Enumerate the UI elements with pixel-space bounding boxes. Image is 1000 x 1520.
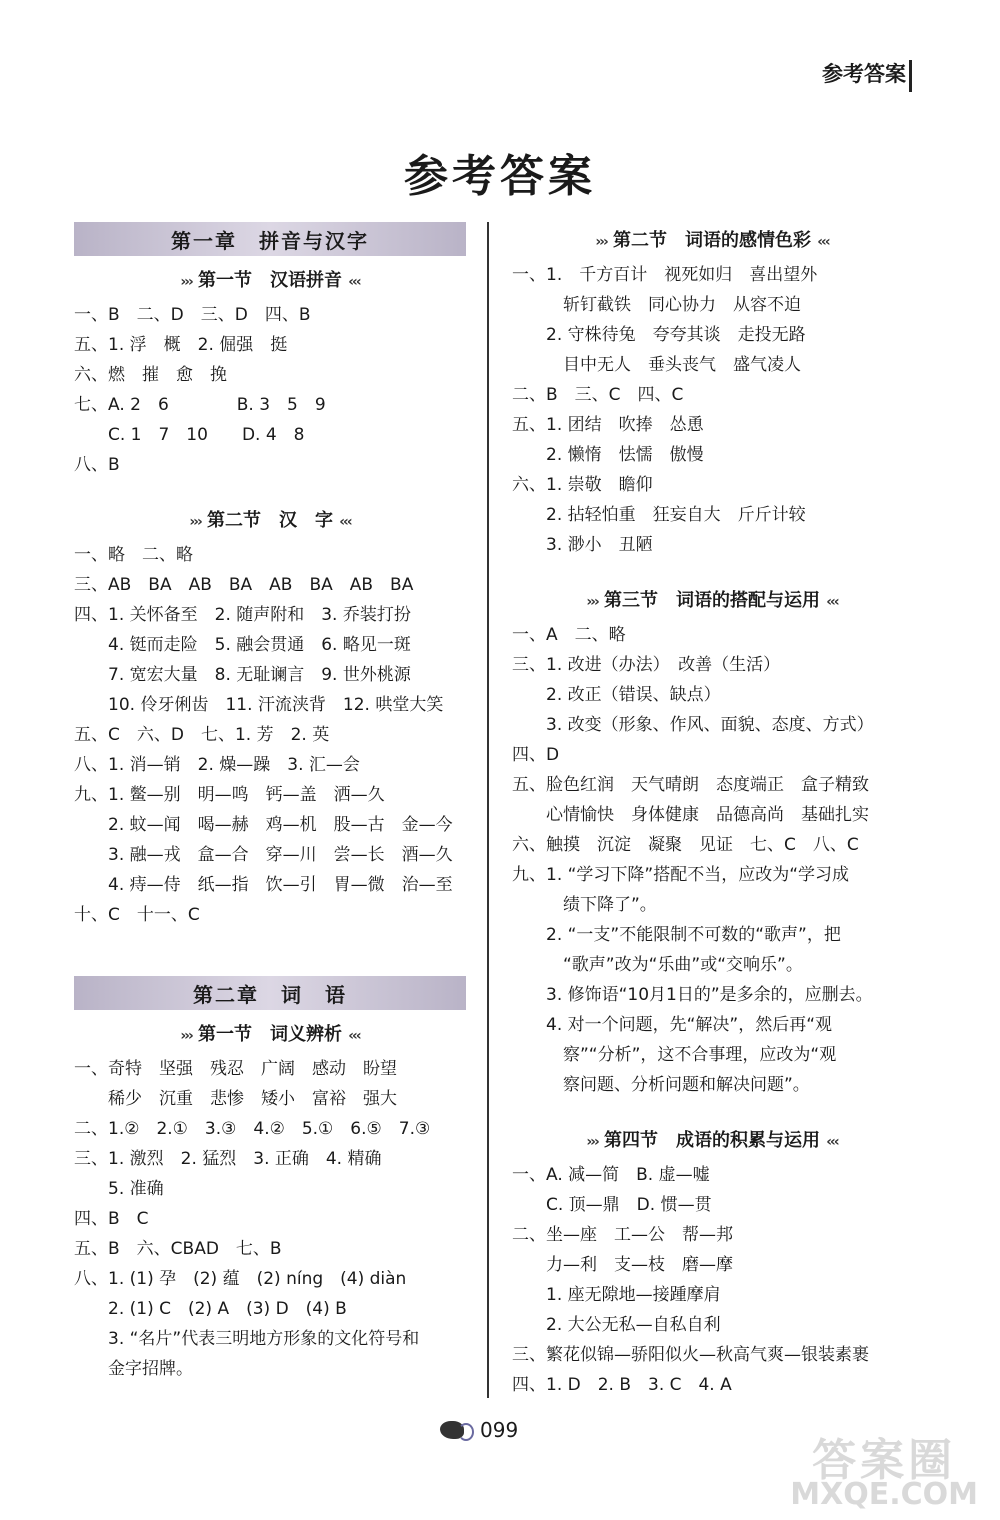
page-footer <box>440 1418 518 1442</box>
section-heading: ››› 第一节 汉语拼音 ‹‹‹ <box>180 270 360 291</box>
answer-line: 三、1. 激烈 2. 猛烈 3. 正确 4. 精确 <box>74 1149 382 1169</box>
answer-line: 3. “名片”代表三明地方形象的文化符号和 <box>74 1329 420 1349</box>
answer-line: 一、1. 千方百计 视死如归 喜出望外 <box>512 265 818 285</box>
header-bar <box>909 60 912 92</box>
answer-line: 四、1. D 2. B 3. C 4. A <box>512 1375 732 1395</box>
answer-line: 一、B 二、D 三、D 四、B <box>74 305 311 325</box>
answer-line: 4. 痔—侍 纸—指 饮—引 胃—微 治—至 <box>74 875 453 895</box>
answer-line: 斩钉截铁 同心协力 从容不迫 <box>512 295 801 315</box>
answer-line: 五、B 六、CBAD 七、B <box>74 1239 282 1259</box>
answer-line: 3. 渺小 丑陋 <box>512 535 653 555</box>
answer-line: 4. 对一个问题，先“解决”，然后再“观 <box>512 1015 833 1035</box>
bird-logo-icon <box>440 1421 464 1439</box>
answer-line: 四、D <box>512 745 560 765</box>
answer-line: “歌声”改为“乐曲”或“交响乐”。 <box>512 955 803 975</box>
section-heading: ››› 第四节 成语的积累与运用 ‹‹‹ <box>586 1130 838 1151</box>
answer-line: 2. 懒惰 怯懦 傲慢 <box>512 445 704 465</box>
answer-line: 四、1. 关怀备至 2. 随声附和 3. 乔装打扮 <box>74 605 411 625</box>
answer-line: 绩下降了”。 <box>512 895 657 915</box>
answer-line: 六、1. 崇敬 瞻仰 <box>512 475 653 495</box>
answer-line: 2. 拈轻怕重 狂妄自大 斤斤计较 <box>512 505 806 525</box>
answer-line: 五、C 六、D 七、1. 芳 2. 英 <box>74 725 330 745</box>
answer-line: 二、1.② 2.① 3.③ 4.② 5.① 6.⑤ 7.③ <box>74 1119 431 1139</box>
answer-line: 2. “一支”不能限制不可数的“歌声”，把 <box>512 925 841 945</box>
answer-line: 九、1. 鳖—别 明—鸣 钙—盖 洒—久 <box>74 785 385 805</box>
answer-line: C. 顶—鼎 D. 惯—贯 <box>512 1195 712 1215</box>
section-heading: ››› 第三节 词语的搭配与运用 ‹‹‹ <box>586 590 838 611</box>
answer-line: 心情愉快 身体健康 品德高尚 基础扎实 <box>512 805 869 825</box>
answer-line: 目中无人 垂头丧气 盛气凌人 <box>512 355 801 375</box>
answer-line: 一、略 二、略 <box>74 545 193 565</box>
answer-line: 三、繁花似锦—骄阳似火—秋高气爽—银装素裹 <box>512 1345 869 1365</box>
answer-line: 一、A. 减—简 B. 虚—嘘 <box>512 1165 710 1185</box>
answer-line: 察问题、分析问题和解决问题”。 <box>512 1075 810 1095</box>
answer-line: 四、B C <box>74 1209 149 1229</box>
header-tag: 参考答案 <box>822 62 906 86</box>
answer-line: 1. 座无隙地—接踵摩肩 <box>512 1285 721 1305</box>
answer-line: 10. 伶牙俐齿 11. 汗流浃背 12. 哄堂大笑 <box>74 695 444 715</box>
answer-line: 三、AB BA AB BA AB BA AB BA <box>74 575 414 595</box>
chapter-1-heading: 第一章 拼音与汉字 <box>74 222 466 256</box>
answer-line: 力—利 支—枝 磨—摩 <box>512 1255 733 1275</box>
answer-line: 4. 铤而走险 5. 融会贯通 6. 略见一斑 <box>74 635 411 655</box>
answer-line: 五、1. 浮 概 2. 倔强 挺 <box>74 335 288 355</box>
column-divider <box>487 222 489 1398</box>
answer-line: 2. 守株待兔 夸夸其谈 走投无路 <box>512 325 806 345</box>
answer-line: 2. 改正（错误、缺点） <box>512 685 721 705</box>
answer-line: 八、1. (1) 孕 (2) 蕴 (2) níng (4) diàn <box>74 1269 407 1289</box>
page-number: 099 <box>480 1418 519 1442</box>
answer-line: 一、奇特 坚强 残忍 广阔 感动 盼望 <box>74 1059 397 1079</box>
answer-line: 五、1. 团结 吹捧 怂恿 <box>512 415 704 435</box>
answer-line: 3. 改变（形象、作风、面貌、态度、方式） <box>512 715 874 735</box>
answer-line: 察”“分析”，这不合事理，应改为“观 <box>512 1045 837 1065</box>
watermark <box>790 1435 978 1512</box>
right-column <box>512 222 912 1400</box>
answer-line: 2. 蚊—闻 喝—赫 鸡—机 股—古 金—今 <box>74 815 453 835</box>
answer-line: 七、A. 2 6 B. 3 5 9 <box>74 395 326 415</box>
answer-line: 三、1. 改进（办法） 改善（生活） <box>512 655 781 675</box>
answer-line: 十、C 十一、C <box>74 905 200 925</box>
answer-line: 稀少 沉重 悲惨 矮小 富裕 强大 <box>74 1089 397 1109</box>
answer-line: 2. 大公无私—自私自利 <box>512 1315 721 1335</box>
answer-line: C. 1 7 10 D. 4 8 <box>74 425 305 445</box>
answer-line: 六、燃 摧 愈 挽 <box>74 365 227 385</box>
answer-line: 八、B <box>74 455 120 475</box>
answer-line: 八、1. 消—销 2. 燥—躁 3. 汇—会 <box>74 755 360 775</box>
chapter-2-heading: 第二章 词 语 <box>74 976 466 1010</box>
section-heading: ››› 第一节 词义辨析 ‹‹‹ <box>180 1024 360 1045</box>
page-title: 参考答案 <box>404 151 596 202</box>
watermark-url: MXQE.COM <box>790 1477 978 1512</box>
section-heading: ››› 第二节 词语的感情色彩 ‹‹‹ <box>595 230 829 251</box>
answer-line: 一、A 二、略 <box>512 625 626 645</box>
answer-line: 金字招牌。 <box>74 1359 193 1379</box>
answer-line: 二、坐—座 工—公 帮—邦 <box>512 1225 733 1245</box>
answer-line: 六、触摸 沉淀 凝聚 见证 七、C 八、C <box>512 835 859 855</box>
left-column <box>74 222 466 1384</box>
answer-line: 7. 宽宏大量 8. 无耻谰言 9. 世外桃源 <box>74 665 411 685</box>
answer-line: 3. 修饰语“10月1日的”是多余的，应删去。 <box>512 985 873 1005</box>
answer-line: 九、1. “学习下降”搭配不当，应改为“学习成 <box>512 865 850 885</box>
answer-line: 二、B 三、C 四、C <box>512 385 684 405</box>
watermark-title: 答案圈 <box>812 1435 957 1486</box>
answer-line: 3. 融—戎 盒—合 穿—川 尝—长 酒—久 <box>74 845 453 865</box>
section-heading: ››› 第二节 汉 字 ‹‹‹ <box>189 510 351 531</box>
answer-line: 2. (1) C (2) A (3) D (4) B <box>74 1299 347 1319</box>
answer-line: 五、脸色红润 天气晴朗 态度端正 盒子精致 <box>512 775 869 795</box>
answer-line: 5. 准确 <box>74 1179 164 1199</box>
